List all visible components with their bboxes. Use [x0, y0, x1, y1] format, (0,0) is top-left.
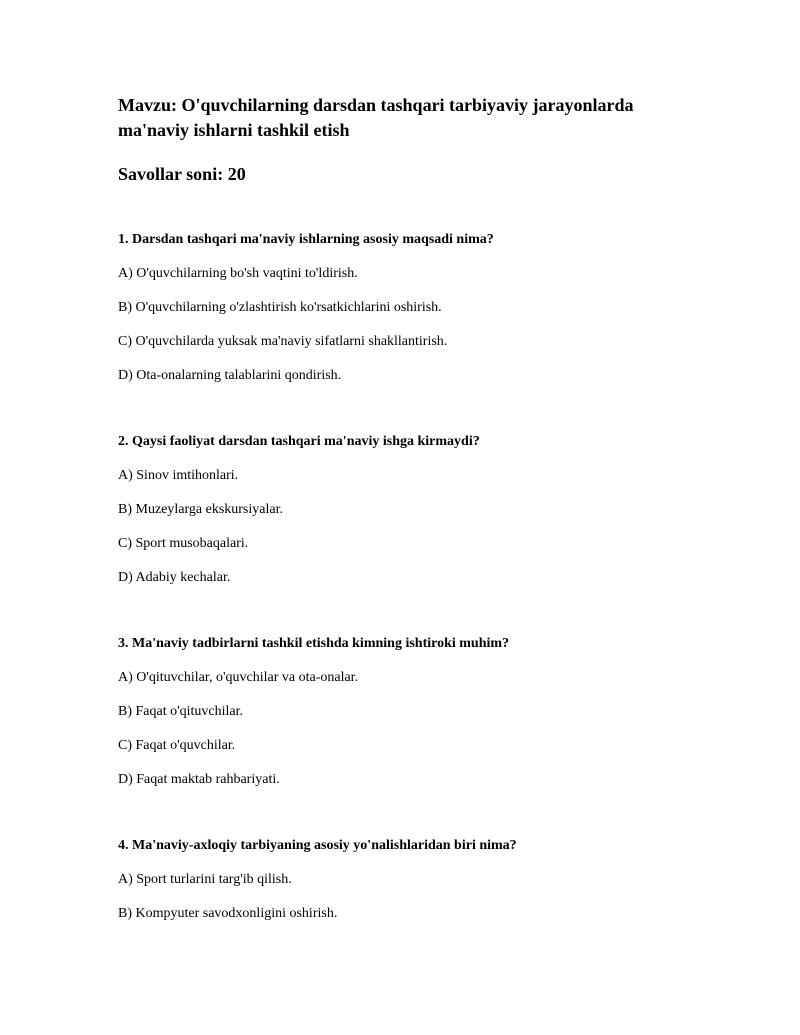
question-2: [118, 433, 678, 587]
title-line-2: ma'naviy ishlarni tashkil etish: [118, 120, 350, 140]
question-count: Savollar soni: 20: [118, 164, 246, 184]
question-text: 4. Ma'naviy-axloqiy tarbiyaning asosiy yo'nalishlaridan biri nima?: [118, 838, 517, 853]
question-text: 1. Darsdan tashqari ma'naviy ishlarning asosiy maqsadi nima?: [118, 232, 494, 247]
option-b: B) Muzeylarga ekskursiyalar.: [118, 502, 283, 517]
title-line-1: Mavzu: O'quvchilarning darsdan tashqari tarbiyaviy jarayonlarda: [118, 95, 634, 115]
question-text: 2. Qaysi faoliyat darsdan tashqari ma'naviy ishga kirmaydi?: [118, 434, 480, 449]
option-c: C) Sport musobaqalari.: [118, 536, 249, 551]
option-b: B) Faqat o'qituvchilar.: [118, 704, 244, 719]
option-d: D) Ota-onalarning talablarini qondirish.: [118, 368, 342, 383]
option-c: C) Faqat o'quvchilar.: [118, 738, 236, 753]
option-b: B) Kompyuter savodxonligini oshirish.: [118, 906, 338, 921]
option-a: A) O'qituvchilar, o'quvchilar va ota-onalar.: [118, 670, 359, 685]
question-3: [118, 635, 678, 789]
option-c: C) O'quvchilarda yuksak ma'naviy sifatlarni shakllantirish.: [118, 334, 448, 349]
question-1: [118, 231, 678, 385]
option-d: D) Faqat maktab rahbariyati.: [118, 772, 280, 787]
document-title: [118, 93, 678, 143]
option-d: D) Adabiy kechalar.: [118, 570, 231, 585]
option-a: A) Sinov imtihonlari.: [118, 468, 239, 483]
option-b: B) O'quvchilarning o'zlashtirish ko'rsatkichlarini oshirish.: [118, 300, 442, 315]
question-4: [118, 837, 678, 923]
option-a: A) Sport turlarini targ'ib qilish.: [118, 872, 292, 887]
question-text: 3. Ma'naviy tadbirlarni tashkil etishda kimning ishtiroki muhim?: [118, 636, 510, 651]
document-page: [118, 93, 678, 923]
option-a: A) O'quvchilarning bo'sh vaqtini to'ldirish.: [118, 266, 358, 281]
